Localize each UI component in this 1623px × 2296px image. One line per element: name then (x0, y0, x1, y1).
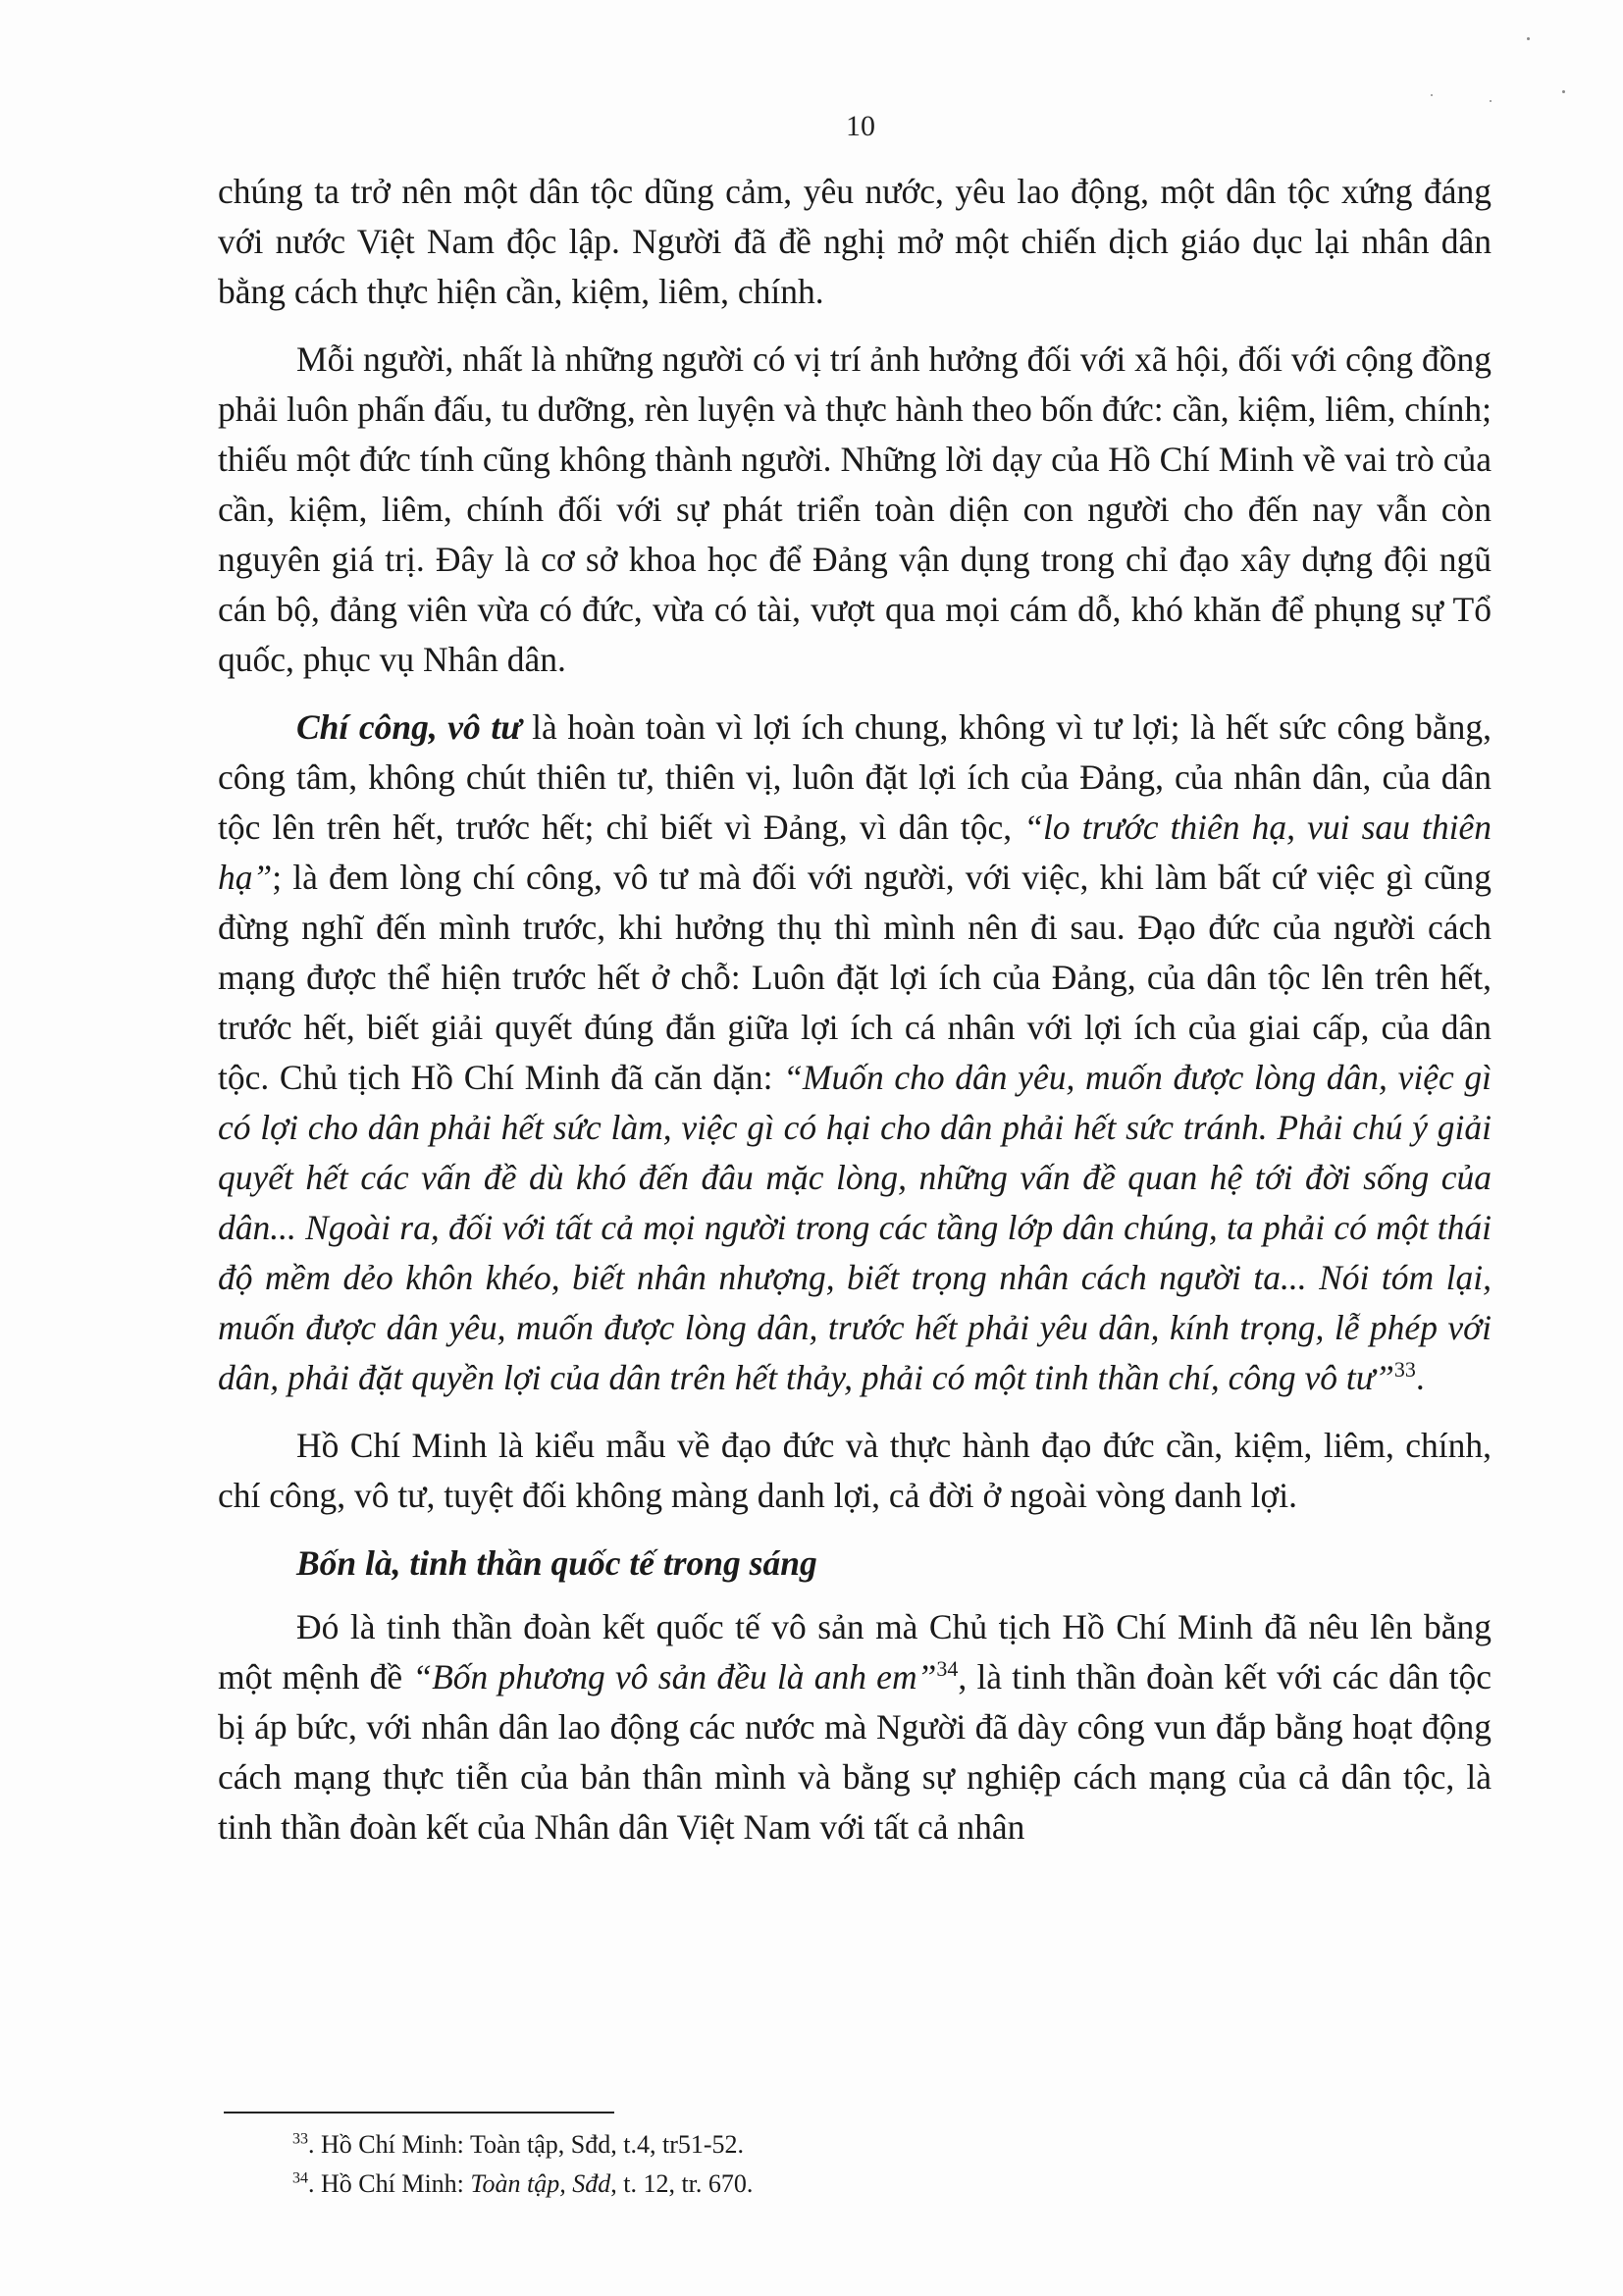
paragraph-text: , là tinh thần đoàn kết với các dân tộc bị áp bức, với nhân dân lao động các nước mà Người đã dày công vun đắp bằng hoạt động cách mạng thực tiễn của bản thân mình và bằng sự nghiệp cách mạng của cả dân tộc, là tinh thần đoàn kết của Nhân dân Việt Nam với tất cả nhân (218, 1657, 1492, 1847)
footnotes (292, 2125, 1470, 2204)
footnote-ref-33[interactable]: 33 (1393, 1357, 1416, 1383)
italic-quote: “Muốn cho dân yêu, muốn được lòng dân, việc gì có lợi cho dân phải hết sức làm, việc gì có hại cho dân phải hết sức tránh. Phải chú ý giải quyết hết các vấn đề dù khó đến đâu mặc lòng, những vấn đề quan hệ tới đời sống của dân... Ngoài ra, đối với tất cả mọi người trong các tầng lớp dân chúng, ta phải có một thái độ mềm dẻo khôn khéo, biết nhân nhượng, biết trọng nhân cách người ta... Nói tóm lại, muốn được dân yêu, muốn được lòng dân, trước hết phải yêu dân, kính trọng, lễ phép với dân, phải đặt quyền lợi của dân trên hết thảy, phải có một tinh thần chí, công vô tư” (218, 1058, 1492, 1397)
italic-quote: “lo trước thiên hạ, vui sau thiên hạ” (218, 808, 1492, 897)
paragraph-continued (218, 167, 1492, 317)
paragraph-four-virtues (218, 335, 1492, 685)
scan-speck (1527, 37, 1530, 40)
paragraph-text: ; là đem lòng chí công, vô tư mà đối với người, với việc, khi làm bất cứ việc gì cũng đừng nghĩ đến mình trước, khi hưởng thụ thì mình nên đi sau. Đạo đức của người cách mạng được thể hiện trước hết ở chỗ: Luôn đặt lợi ích của Đảng, của dân tộc lên trên hết, trước hết, biết giải quyết đúng đắn giữa lợi ích cá nhân với lợi ích của giai cấp, của dân tộc. Chủ tịch Hồ Chí Minh đã căn dặn: (218, 858, 1492, 1097)
bold-italic-term: Chí công, vô tư (296, 707, 522, 747)
footnote-text: . Hồ Chí Minh: Toàn tập, Sđd, t.4, tr51-52. (308, 2130, 745, 2159)
footnote-text: . Hồ Chí Minh: (308, 2169, 471, 2198)
footnote-number: 33 (292, 2130, 308, 2148)
section-heading: Bốn là, tinh thần quốc tế trong sáng (296, 1543, 817, 1583)
page-number: 10 (846, 110, 875, 142)
paragraph-role-model (218, 1421, 1492, 1521)
footnote-33 (292, 2125, 1470, 2165)
paragraph-text: Đó là tinh thần đoàn kết quốc tế vô sản mà Chủ tịch Hồ Chí Minh đã nêu lên bằng một mệnh đề (218, 1607, 1492, 1696)
footnote-italic-text: Toàn tập, Sđd (470, 2169, 611, 2198)
paragraph-text: Hồ Chí Minh là kiểu mẫu về đạo đức và thực hành đạo đức cần, kiệm, liêm, chính, chí công, vô tư, tuyệt đối không màng danh lợi, cả đời ở ngoài vòng danh lợi. (218, 1426, 1492, 1515)
paragraph-text: là hoàn toàn vì lợi ích chung, không vì tư lợi; là hết sức công bằng, công tâm, không chút thiên tư, thiên vị, luôn đặt lợi ích của Đảng, của nhân dân, của dân tộc lên trên hết, trước hết; chỉ biết vì Đảng, vì dân tộc, (218, 707, 1492, 847)
paragraph-internationalism (218, 1602, 1492, 1852)
paragraph-text: Mỗi người, nhất là những người có vị trí ảnh hưởng đối với xã hội, đối với cộng đồng phải luôn phấn đấu, tu dưỡng, rèn luyện và thực hành theo bốn đức: cần, kiệm, liêm, chính; thiếu một đức tính cũng không thành người. Những lời dạy của Hồ Chí Minh về vai trò của cần, kiệm, liêm, chính đối với sự phát triển toàn diện con người cho đến nay vẫn còn nguyên giá trị. Đây là cơ sở khoa học để Đảng vận dụng trong chỉ đạo xây dựng đội ngũ cán bộ, đảng viên vừa có đức, vừa có tài, vượt qua mọi cám dỗ, khó khăn để phụng sự Tổ quốc, phục vụ Nhân dân. (218, 339, 1492, 679)
paragraph-end: . (1415, 1358, 1425, 1397)
footnote-34 (292, 2165, 1470, 2204)
scan-speck (1562, 90, 1565, 93)
italic-quote: “Bốn phương vô sản đều là anh em” (412, 1657, 937, 1696)
scan-speck (1490, 100, 1492, 102)
footnote-ref-34[interactable]: 34 (936, 1656, 959, 1682)
footnote-divider (224, 2112, 614, 2113)
paragraph-chi-cong-vo-tu (218, 703, 1492, 1403)
footnote-number: 34 (292, 2169, 308, 2187)
body-text (218, 167, 1492, 1870)
footnote-text: , t. 12, tr. 670. (610, 2169, 754, 2198)
scan-speck (1431, 94, 1433, 96)
paragraph-text: chúng ta trở nên một dân tộc dũng cảm, yêu nước, yêu lao động, một dân tộc xứng đáng với nước Việt Nam độc lập. Người đã đề nghị mở một chiến dịch giáo dục lại nhân dân bằng cách thực hiện cần, kiệm, liêm, chính. (218, 172, 1492, 311)
